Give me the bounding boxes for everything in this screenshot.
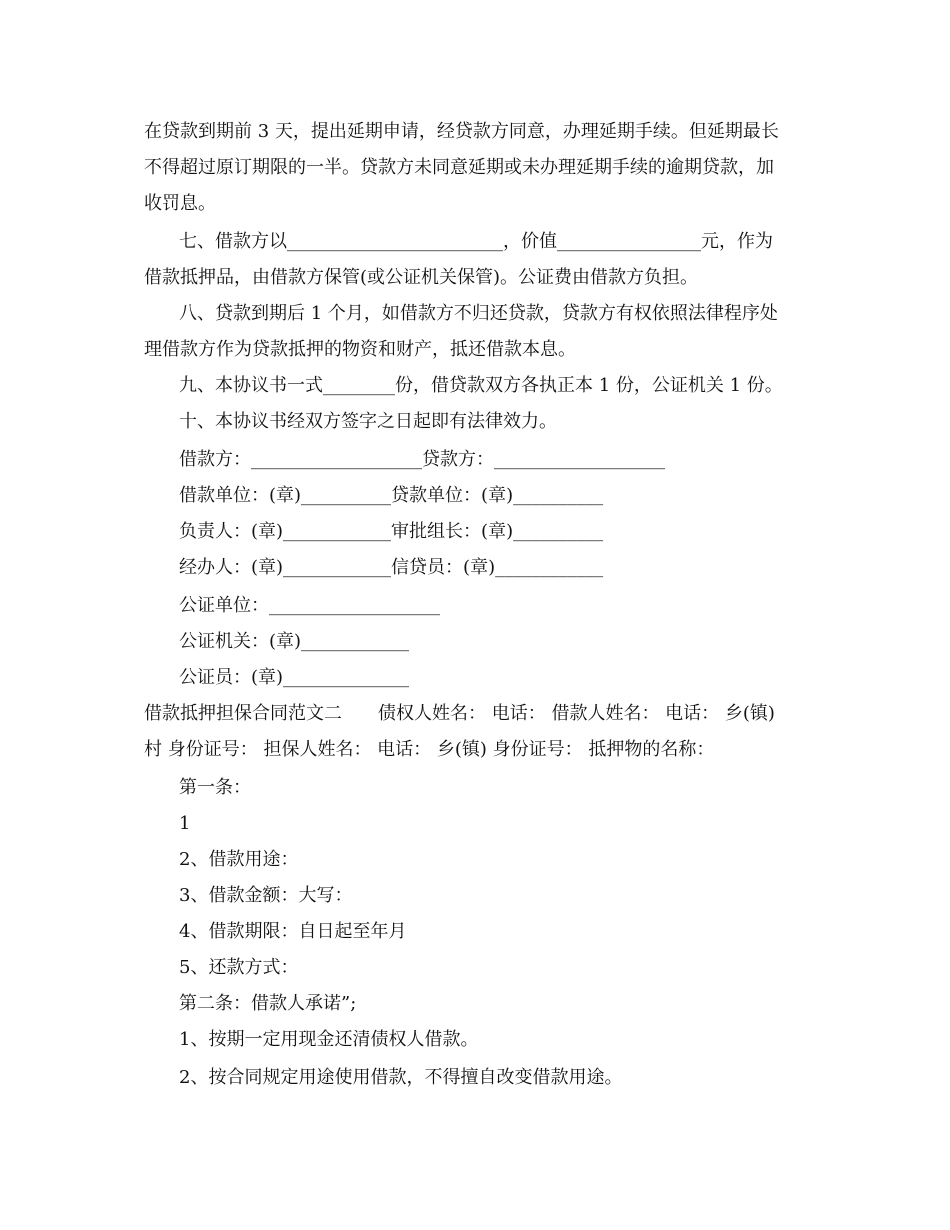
article-1-item-2: 2、借款用途： — [179, 849, 299, 870]
paragraph-6-line-2: 不得超过原订期限的一半。贷款方未同意延期或未办理延期手续的逾期贷款，加 — [144, 157, 774, 178]
sample-2-heading-line-2: 村 身份证号： 担保人姓名： 电话： 乡(镇) 身份证号： 抵押物的名称： — [144, 739, 715, 760]
signature-units: 借款单位：(章)__________贷款单位：(章)__________ — [179, 485, 604, 506]
article-2-item-2: 2、按合同规定用途使用借款，不得擅自改变借款用途。 — [179, 1067, 623, 1088]
clause-8-line-1: 八、贷款到期后 1 个月，如借款方不归还贷款，贷款方有权依照法律程序处 — [179, 303, 778, 324]
signature-handler: 经办人：(章)____________信贷员：(章)____________ — [179, 557, 604, 578]
paragraph-6-line-1: 在贷款到期前 3 天，提出延期申请，经贷款方同意，办理延期手续。但延期最长 — [144, 121, 779, 142]
clause-7-line-1: 七、借款方以________________________，价值________________元，作为 — [179, 231, 773, 252]
signature-responsible: 负责人：(章)____________审批组长：(章)__________ — [179, 521, 604, 542]
article-1-item-5: 5、还款方式： — [179, 957, 299, 978]
clause-10: 十、本协议书经双方签字之日起即有法律效力。 — [179, 411, 557, 432]
notary-office: 公证机关：(章)____________ — [179, 631, 410, 652]
clause-7-line-2: 借款抵押品，由借款方保管(或公证机关保管)。公证费由借款方负担。 — [144, 267, 699, 288]
article-2-item-1: 1、按期一定用现金还清债权人借款。 — [179, 1029, 479, 1050]
notary-officer: 公证员：(章)______________ — [179, 667, 410, 688]
article-1-item-4: 4、借款期限：自日起至年月 — [179, 921, 407, 942]
clause-9: 九、本协议书一式________份，借贷款双方各执正本 1 份，公证机关 1 份。 — [179, 375, 783, 396]
paragraph-6-line-3: 收罚息。 — [144, 193, 216, 214]
notary-unit: 公证单位：___________________ — [179, 595, 440, 616]
article-1-item-1: 1 — [179, 813, 191, 834]
sample-2-heading-line-1: 借款抵押担保合同范文二 债权人姓名： 电话： 借款人姓名： 电话： 乡(镇) — [144, 703, 775, 724]
signature-parties: 借款方：___________________贷款方：___________________ — [179, 449, 665, 470]
article-2-title: 第二条：借款人承诺”; — [179, 993, 357, 1014]
article-1-title: 第一条： — [179, 777, 251, 798]
article-1-item-3: 3、借款金额：大写： — [179, 885, 353, 906]
clause-8-line-2: 理借款方作为贷款抵押的物资和财产，抵还借款本息。 — [144, 339, 576, 360]
